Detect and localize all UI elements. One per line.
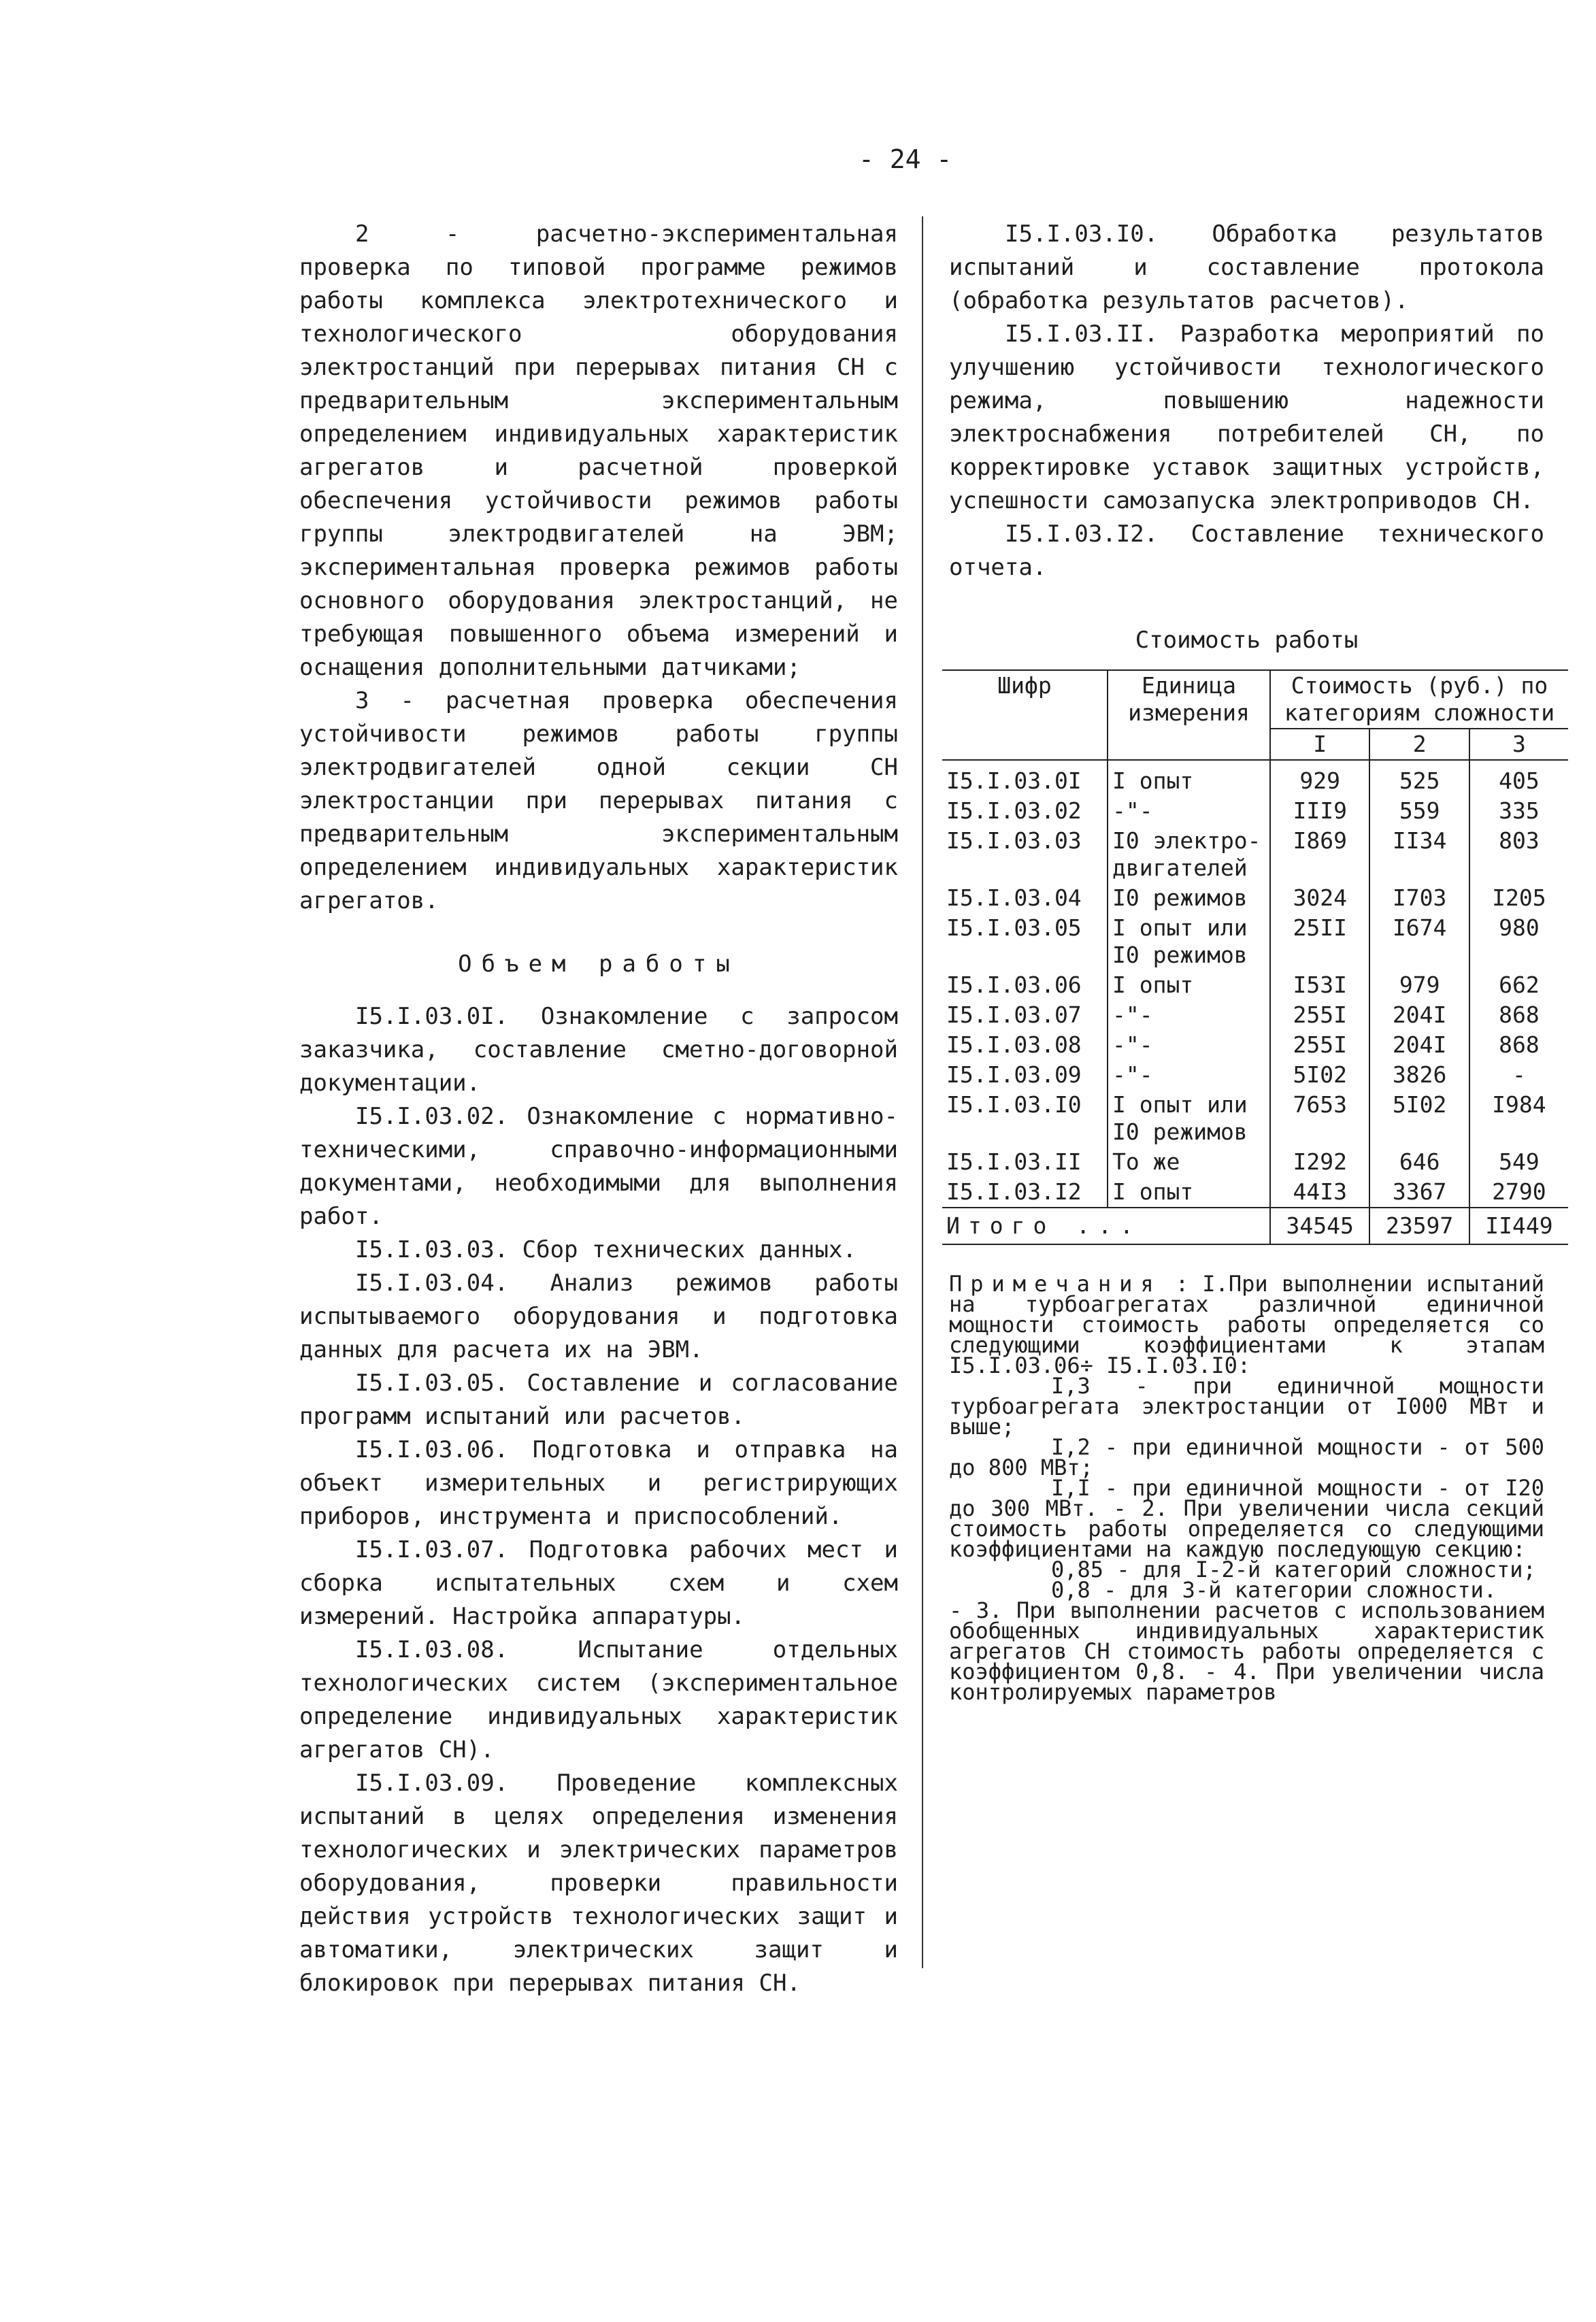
row-code: I5.I.03.0I [946,767,1082,794]
row-unit: I0 режимов [1108,883,1270,913]
coef-2: I,2 - при единичной мощности - от 500 до 800 МВт; [949,1434,1544,1480]
row-cat-2: 646 [1369,1147,1469,1177]
row-code: I5.I.03.04 [946,884,1082,911]
table-row [942,970,1568,1000]
row-cat-1: 929 [1270,760,1369,796]
step-04: I5.I.03.04. Анализ режимов работы испытываемого оборудования и подготовка данных для расчета их на ЭВМ. [299,1270,898,1363]
header-cost: Стоимость (руб.) по категориям сложности [1270,670,1568,729]
coef-3: I,I - при единичной мощности - от I20 до 300 МВт. - 2. При увеличении числа секций стоимость работы определяется со следующими коэффициентами на каждую последующую секцию: [949,1475,1544,1562]
row-code: I5.I.03.06 [946,972,1082,998]
total-cat-1: 34545 [1270,1208,1369,1244]
step-02: I5.I.03.02. Ознакомление с нормативно-техническими, справочно-информационными документами, необходимыми для выполнения работ. [299,1103,898,1230]
row-unit: I опыт [1108,760,1270,796]
note-1-text: : I.При выполнении испытаний на турбоагрегатах различной единичной мощности стоимость работы определяется со следующими коэффициентами к этапам I5.I.03.06÷ I5.I.03.I0: [949,1271,1545,1378]
row-cat-2: 3826 [1369,1060,1469,1090]
step-05: I5.I.03.05. Составление и согласование программ испытаний или расчетов. [299,1370,898,1430]
row-cat-1: 5I02 [1270,1060,1369,1090]
header-code: Шифр [942,670,1108,760]
table-body [942,760,1568,1208]
section-coef-2: 0,8 - для 3-й категории сложности. [1051,1577,1497,1603]
table-row [942,1060,1568,1090]
row-cat-2: 204I [1369,1030,1469,1060]
row-cat-3: 662 [1469,970,1568,1000]
total-cat-3: II449 [1469,1208,1568,1244]
column-divider [922,216,923,1968]
row-unit: I опыт или I0 режимов [1108,1090,1270,1147]
row-code: I5.I.03.I0 [946,1091,1082,1118]
row-cat-2: 5I02 [1369,1090,1469,1147]
header-cat-2: 2 [1369,729,1469,760]
row-unit: -"- [1108,796,1270,826]
row-cat-1: 255I [1270,1030,1369,1060]
row-code: I5.I.03.05 [946,914,1082,941]
row-cat-3: 803 [1469,826,1568,883]
row-cat-2: 3367 [1369,1177,1469,1208]
header-cat-3: 3 [1469,729,1568,760]
table-row [942,760,1568,796]
section-heading: Объем работы [458,950,739,978]
row-code: I5.I.03.09 [946,1061,1082,1088]
row-cat-2: 979 [1369,970,1469,1000]
left-column [299,218,898,2000]
step-01: I5.I.03.0I. Ознакомление с запросом заказчика, составление сметно-договорной документации. [299,1003,898,1097]
section-coef-1: 0,85 - для I-2-й категорий сложности; [1051,1557,1536,1582]
table-row [942,883,1568,913]
note-1 [949,1271,1545,1378]
table-row [942,1147,1568,1177]
row-cat-1: I292 [1270,1147,1369,1177]
note-3: - 3. При выполнении расчетов с использованием обобщенных индивидуальных характеристик агрегатов СН стоимость работы определяется с коэффициентом 0,8. - 4. При увеличении числа контролируемых параметров [949,1597,1544,1705]
total-cat-2: 23597 [1369,1208,1469,1244]
row-unit: I0 электро-двигателей [1108,826,1270,883]
row-cat-3: 868 [1469,1000,1568,1030]
step-03: I5.I.03.03. Сбор технических данных. [355,1236,857,1263]
row-code: I5.I.03.07 [946,1001,1082,1028]
header-cat-1: I [1270,729,1369,760]
row-cat-2: II34 [1369,826,1469,883]
table-row [942,796,1568,826]
table-row [942,913,1568,970]
row-unit: I опыт [1108,970,1270,1000]
table-row [942,1000,1568,1030]
row-cat-1: 7653 [1270,1090,1369,1147]
row-code: I5.I.03.02 [946,797,1082,824]
step-10: I5.I.03.I0. Обработка результатов испытаний и составление протокола (обработка результатов расчетов). [949,220,1544,314]
row-cat-1: III9 [1270,796,1369,826]
row-cat-3: 980 [1469,913,1568,970]
row-cat-3: 335 [1469,796,1568,826]
row-code: I5.I.03.03 [946,827,1082,854]
coef-1: I,3 - при единичной мощности турбоагрегата электростанции от I000 МВт и выше; [949,1373,1544,1440]
row-cat-2: 559 [1369,796,1469,826]
row-cat-1: 25II [1270,913,1369,970]
row-cat-1: 3024 [1270,883,1369,913]
page-number: - 24 - [859,144,952,174]
row-cat-1: 44I3 [1270,1177,1369,1208]
row-cat-3: 405 [1469,760,1568,796]
row-cat-1: 255I [1270,1000,1369,1030]
row-unit: -"- [1108,1030,1270,1060]
right-column [946,218,1555,1705]
row-cat-3: I984 [1469,1090,1568,1147]
step-12: I5.I.03.I2. Составление технического отчета. [949,520,1544,581]
row-unit: I опыт или I0 режимов [1108,913,1270,970]
row-unit: То же [1108,1147,1270,1177]
step-08: I5.I.03.08. Испытание отдельных технологических систем (экспериментальное определение индивидуальных характеристик агрегатов СН). [299,1636,898,1763]
table-row [942,1030,1568,1060]
step-07: I5.I.03.07. Подготовка рабочих мест и сборка испытательных схем и схем измерений. Настройка аппаратуры. [299,1536,898,1630]
row-cat-2: I674 [1369,913,1469,970]
item-3-text: 3 - расчетная проверка обеспечения устойчивости режимов работы группы электродвигателей одной секции СН электростанции при перерывах питания с предварительным экспериментальным определением индивидуальных характеристик агрегатов. [299,687,898,914]
row-unit: I опыт [1108,1177,1270,1208]
table-row [942,1090,1568,1147]
row-cat-3: 2790 [1469,1177,1568,1208]
table-caption: Стоимость работы [1135,627,1359,654]
row-cat-2: 204I [1369,1000,1469,1030]
total-label: Итого ... [942,1208,1270,1244]
row-cat-2: 525 [1369,760,1469,796]
table-row [942,1177,1568,1208]
step-11: I5.I.03.II. Разработка мероприятий по улучшению устойчивости технологического режима, повышению надежности электроснабжения потребителей СН, по корректировке уставок защитных устройств, успешности самозапуска электроприводов СН. [949,320,1544,514]
row-code: I5.I.03.I2 [946,1178,1082,1205]
row-cat-2: I703 [1369,883,1469,913]
row-cat-3: 868 [1469,1030,1568,1060]
step-09: I5.I.03.09. Проведение комплексных испытаний в целях определения изменения технологических и электрических параметров оборудования, проверки правильности действия устройств технологических защит и автоматики, электрических защит и блокировок при перерывах питания СН. [299,1770,898,1997]
notes [949,1271,1545,1705]
cost-table [942,669,1568,1245]
item-2-text: 2 - расчетно-экспериментальная проверка по типовой программе режимов работы комплекса электротехнического и технологического оборудования электростанций при перерывах питания СН с предварительным экспериментальным определением индивидуальных характеристик агрегатов и расчетной проверкой обеспечения устойчивости режимов работы группы электродвигателей на ЭВМ; экспериментальная проверка режимов работы основного оборудования электростанций, не требующая повышенного объема измерений и оснащения дополнительными датчиками; [299,220,898,681]
table-row [942,826,1568,883]
row-cat-3: I205 [1469,883,1568,913]
row-unit: -"- [1108,1000,1270,1030]
row-cat-1: I869 [1270,826,1369,883]
row-cat-3: 549 [1469,1147,1568,1177]
row-code: I5.I.03.08 [946,1031,1082,1058]
row-code: I5.I.03.II [946,1148,1082,1175]
notes-label: Примечания [949,1271,1162,1297]
header-unit: Единица измерения [1108,670,1270,760]
row-cat-1: I53I [1270,970,1369,1000]
row-cat-3: - [1469,1060,1568,1090]
step-06: I5.I.03.06. Подготовка и отправка на объект измерительных и регистрирующих приборов, инструмента и приспособлений. [299,1436,898,1530]
row-unit: -"- [1108,1060,1270,1090]
